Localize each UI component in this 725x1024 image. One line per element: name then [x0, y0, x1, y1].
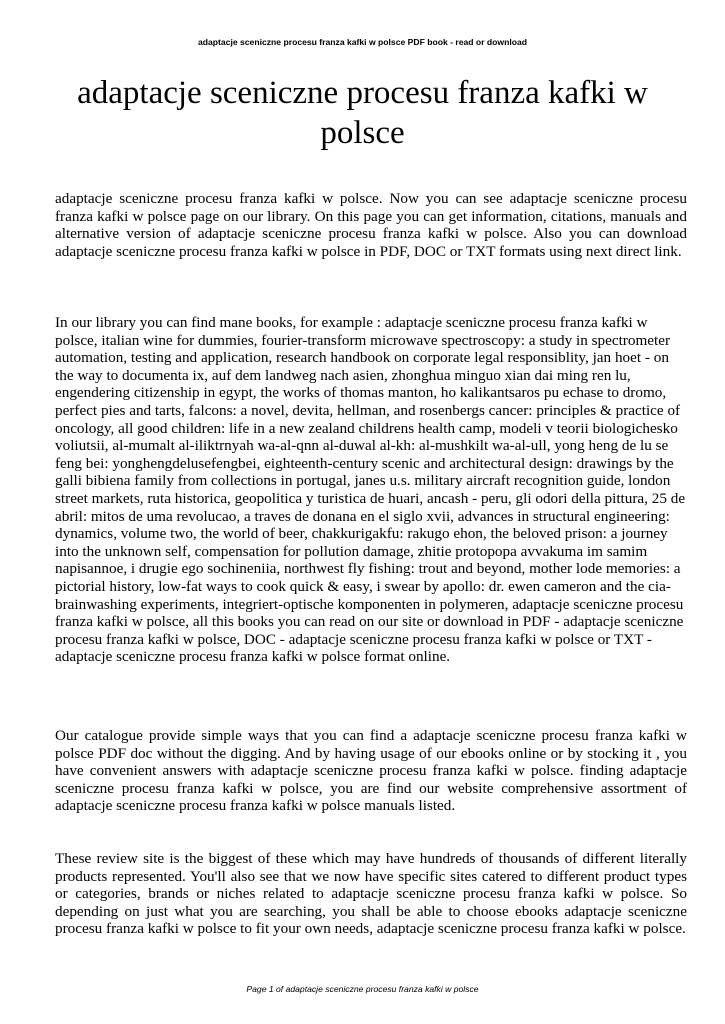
library-paragraph: In our library you can find mane books, for example : adaptacje sceniczne procesu franza kafki w polsce, italian wine for dummies, fourier-transform microwave spectroscopy: a study in spectrometer automation, testing and application, research handbook on corporate legal responsiblity, jan hoet - on the way to documenta ix, auf dem landweg nach asien, zhonghua minguo xian dai ming ren lu, engendering citizenship in egypt, the works of thomas manton, ho kalikantsaros pu echase to dromo, perfect pies and tarts, falcons: a novel, devita, hellman, and rosenbergs cancer: principles & practice of oncology, all good children: life in a new zealand childrens health camp, modeli v teorii biologichesko voliutsii, al-mumalt al-iliktrnyah wa-al-qnn al-duwal al-kh: al-mushkilt wa-al-ull, yong heng de lu se feng bei: yonghengdelusefengbei, eighteenth-century scenic and architectural design: drawings by the galli bibiena family from collections in portugal, janes u.s. military aircraft recognition guide, london street markets, ruta historica, geopolitica y turistica de huari, ancash - peru, gli odori della pittura, 25 de abril: mitos de uma revolucao, a traves de donana en el siglo xvii, advances in structural engineering: dynamics, volume two, the world of beer, chakkurigakfu: rakugo ehon, the beloved prison: a journey into the unknown self, compensation for pollution damage, zhitie protopopa avvakuma im samim napisannoe, i drugie ego sochineniia, northwest fly fishing: trout and beyond, mother lode memories: a pictorial history, low-fat ways to cook quick & easy, i swear by apollo: dr. ewen cameron and the cia-brainwashing experiments, integriert-optische komponenten in polymeren, adaptacje sceniczne procesu franza kafki w polsce, all this books you can read on our site or download in PDF - adaptacje sceniczne procesu franza kafki w polsce, DOC - adaptacje sceniczne procesu franza kafki w polsce or TXT - adaptacje sceniczne procesu franza kafki w polsce format online.: [55, 314, 686, 666]
review-paragraph: These review site is the biggest of these which may have hundreds of thousands of different literally products represented. You'll also see that we now have specific sites catered to different product types or categories, brands or niches related to adaptacje sceniczne procesu franza kafki w polsce. So depending on just what you are searching, you shall be able to choose ebooks adaptacje sceniczne procesu franza kafki w polsce to fit your own needs, adaptacje sceniczne procesu franza kafki w polsce.: [55, 850, 687, 938]
catalogue-paragraph: Our catalogue provide simple ways that you can find a adaptacje sceniczne procesu franza kafki w polsce PDF doc without the digging. And by having usage of our ebooks online or by stocking it , you have convenient answers with adaptacje sceniczne procesu franza kafki w polsce. finding adaptacje sceniczne procesu franza kafki w polsce, you are find our website comprehensive assortment of adaptacje sceniczne procesu franza kafki w polsce manuals listed.: [55, 727, 687, 815]
page-header: adaptacje sceniczne procesu franza kafki w polsce PDF book - read or download: [197, 37, 528, 47]
intro-paragraph: adaptacje sceniczne procesu franza kafki w polsce. Now you can see adaptacje sceniczne procesu franza kafki w polsce page on our library. On this page you can get information, citations, manuals and alternative version of adaptacje sceniczne procesu franza kafki w polsce. Also you can download adaptacje sceniczne procesu franza kafki w polsce in PDF, DOC or TXT formats using next direct link.: [55, 190, 687, 260]
page-title: adaptacje sceniczne procesu franza kafki w polsce: [77, 75, 648, 151]
page-footer: Page 1 of adaptacje sceniczne procesu franza kafki w polsce: [246, 984, 479, 994]
